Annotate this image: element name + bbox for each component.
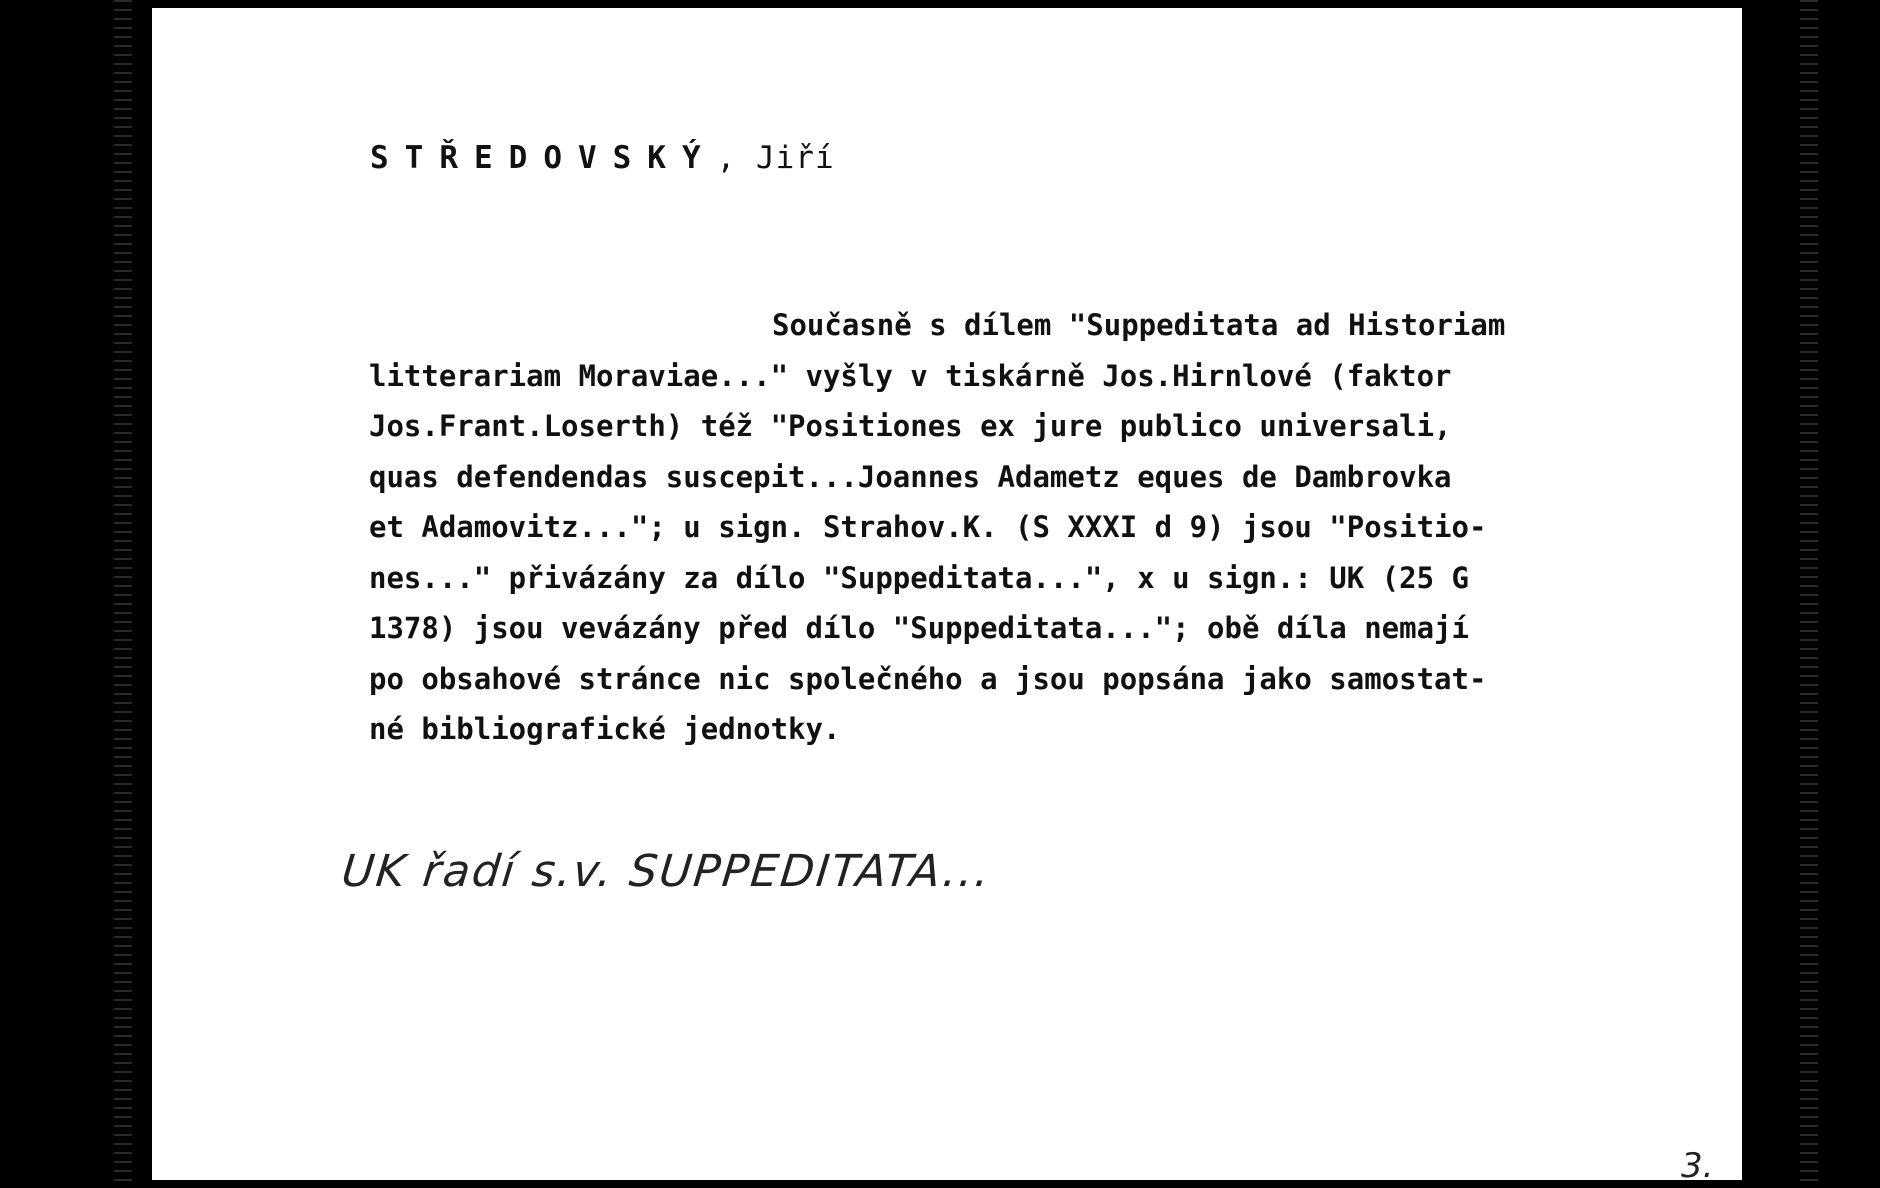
handwritten-note: UK řadí s.v. SUPPEDITATA... [339, 846, 994, 897]
body-line: quas defendendas suscepit...Joannes Adametz eques de Dambrovka [369, 459, 1452, 494]
body-line: et Adamovitz..."; u sign. Strahov.K. (S XXXI d 9) jsou "Positio- [369, 510, 1487, 544]
page-number: 3. [1681, 1146, 1714, 1186]
body-line: né bibliografické jednotky. [369, 712, 841, 746]
heading-separator: , [716, 140, 737, 176]
card-heading [370, 140, 835, 176]
left-scan-edge [114, 0, 132, 1188]
body-line: nes..." přivázány za dílo "Suppeditata...", x u sign.: UK (25 G [369, 560, 1469, 595]
body-line: Současně s dílem "Suppeditata ad Historiam [772, 308, 1506, 342]
right-scan-edge [1800, 0, 1818, 1188]
body-line: litterariam Moraviae..." vyšly v tiskárně Jos.Hirnlové (faktor [369, 358, 1452, 393]
body-line: Jos.Frant.Loserth) též "Positiones ex jure publico universali, [369, 409, 1452, 443]
heading-given-name: Jiří [755, 140, 835, 176]
catalog-card [152, 8, 1742, 1186]
body-line: po obsahové stránce nic společného a jsou popsána jako samostat- [369, 661, 1487, 696]
card-body-text [369, 300, 1649, 755]
body-line: 1378) jsou vevázány před dílo "Suppeditata..."; obě díla nemají [369, 611, 1469, 645]
heading-surname: STŘEDOVSKÝ [370, 140, 717, 176]
